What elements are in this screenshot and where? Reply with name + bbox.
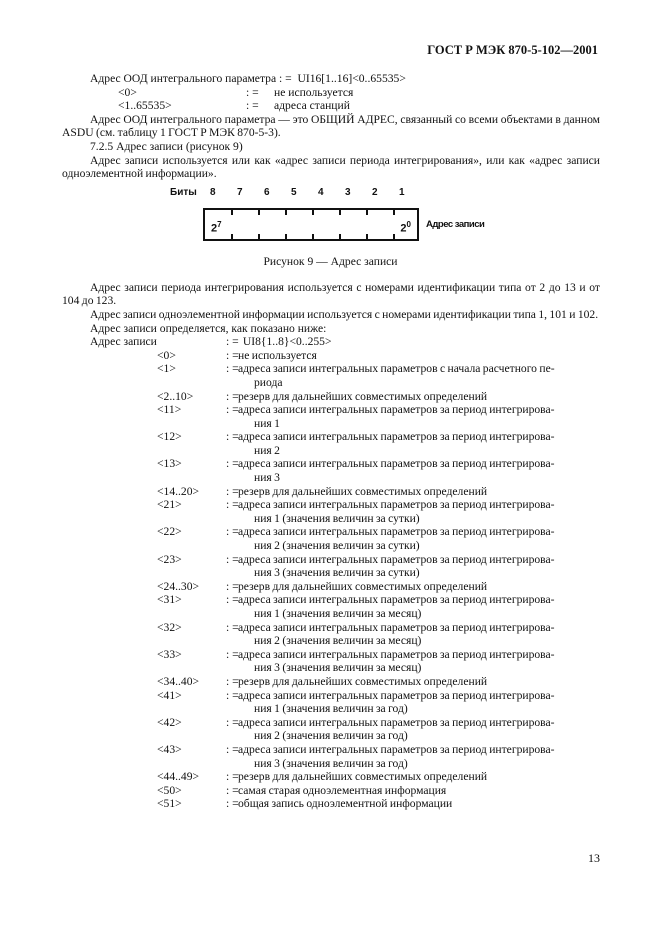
- bit-divider-tick: [285, 210, 287, 215]
- def-value: не используется: [238, 348, 317, 362]
- def-operator: : =: [226, 579, 239, 593]
- def-key: <31>: [157, 593, 182, 607]
- definition-row: [62, 689, 622, 703]
- msb-weight: $2^7$: [211, 219, 222, 235]
- def-key: <24..30>: [157, 579, 200, 593]
- bit-number: 1: [399, 186, 405, 198]
- def-value-continuation: ния 2 (значения величин за год): [254, 729, 408, 743]
- definitions-list: [62, 349, 622, 811]
- def-operator: : =: [226, 742, 239, 756]
- bit-divider-tick: [231, 210, 233, 215]
- def-operator: : =: [226, 783, 239, 797]
- def-value: адреса записи интегральных параметров за период интегрирова-: [238, 457, 555, 471]
- def-value: адреса записи интегральных параметров за период интегрирова-: [238, 593, 555, 607]
- def-key: <33>: [157, 647, 182, 661]
- def-operator: : =: [226, 715, 239, 729]
- definition-row: [62, 430, 622, 444]
- def-value: адреса записи интегральных параметров за период интегрирова-: [238, 715, 555, 729]
- def-key: <22>: [157, 525, 182, 539]
- def-key: <51>: [157, 797, 182, 811]
- definition-row: [62, 566, 622, 580]
- def-operator: : =: [226, 688, 239, 702]
- definition-row: [62, 716, 622, 730]
- def-value: UI8{1..8}<0..255>: [242, 335, 332, 349]
- definition-row: [62, 471, 622, 485]
- def-key: <2..10>: [157, 389, 194, 403]
- definition-row: [62, 580, 622, 594]
- bit-divider-tick: [258, 210, 260, 215]
- def-key: <21>: [157, 498, 182, 512]
- definition-row: [62, 797, 622, 811]
- definition-row: [62, 757, 622, 771]
- def-value-continuation: ния 3 (значения величин за год): [254, 756, 408, 770]
- def-value-continuation: ния 1 (значения величин за сутки): [254, 511, 420, 525]
- def-operator: : =: [226, 770, 239, 784]
- definition-row: [62, 485, 622, 499]
- definition-row: [62, 634, 622, 648]
- def-operator: : =: [226, 620, 239, 634]
- def-key: <13>: [157, 457, 182, 471]
- definition-row: [62, 784, 622, 798]
- definition-row: [62, 376, 622, 390]
- paragraph: Адрес записи определяется, как показано ниже:: [90, 321, 327, 335]
- definition-row: [62, 362, 622, 376]
- def-operator: : =: [226, 674, 239, 688]
- def-value-continuation: ния 1: [254, 416, 280, 430]
- def-value: адреса записи интегральных параметров за период интегрирова-: [238, 742, 555, 756]
- bit-divider-tick: [339, 210, 341, 215]
- bit-divider-tick: [366, 210, 368, 215]
- def-key: <50>: [157, 783, 182, 797]
- definition-line: [62, 335, 600, 349]
- bit-divider-tick: [366, 234, 368, 239]
- def-label: Адрес ООД интегрального параметра: [90, 72, 277, 85]
- definition-row: [62, 593, 622, 607]
- def-value: общая запись одноэлементной информации: [238, 797, 453, 811]
- def-key: <32>: [157, 620, 182, 634]
- definition-row: [62, 99, 600, 113]
- def-value-continuation: ния 2 (значения величин за месяц): [254, 634, 422, 648]
- bit-divider-tick: [339, 234, 341, 239]
- definition-row: [62, 539, 622, 553]
- def-value-continuation: риода: [254, 375, 283, 389]
- def-value: UI16[1..16]<0..65535>: [297, 72, 406, 85]
- bits-label: Биты: [170, 186, 197, 198]
- def-operator: : =: [226, 403, 239, 417]
- def-value: самая старая одноэлементная информация: [238, 783, 447, 797]
- def-value: адреса записи интегральных параметров за период интегрирова-: [238, 430, 555, 444]
- def-value-continuation: ния 2: [254, 443, 280, 457]
- intro-section: [62, 72, 600, 181]
- def-value: адреса записи интегральных параметров с начала расчетного пе-: [238, 362, 555, 376]
- def-value-continuation: ния 1 (значения величин за месяц): [254, 607, 422, 620]
- figure-9: [170, 187, 510, 249]
- def-operator: : =: [226, 348, 239, 362]
- def-value: адреса записи интегральных параметров за период интегрирова-: [238, 552, 555, 566]
- bit-number: 3: [345, 186, 351, 198]
- def-value: адреса станций: [274, 99, 350, 113]
- def-key: <1..65535>: [118, 99, 172, 113]
- def-operator: : =: [246, 85, 259, 99]
- def-key: <0>: [118, 85, 137, 99]
- def-value: резерв для дальнейших совместимых определений: [238, 579, 488, 593]
- def-label: Адрес записи: [90, 335, 157, 349]
- def-key: <41>: [157, 688, 182, 702]
- bit-divider-tick: [312, 234, 314, 239]
- bit-divider-tick: [312, 210, 314, 215]
- bit-number: 7: [237, 186, 243, 198]
- def-key: <0>: [157, 348, 176, 362]
- def-value-continuation: ния 2 (значения величин за сутки): [254, 539, 420, 553]
- def-operator: : =: [226, 797, 239, 811]
- definition-row: [62, 770, 622, 784]
- def-key: <42>: [157, 715, 182, 729]
- def-key: <14..20>: [157, 484, 200, 498]
- paragraph: Адрес ООД интегрального параметра — это ОБЩИЙ АДРЕС, связанный со всеми объектами в данном ASDU (см. таблицу 1 ГОСТ Р МЭК 870-5-3).: [62, 112, 600, 140]
- def-operator: : =: [226, 484, 239, 498]
- def-value: адреса записи интегральных параметров за период интегрирова-: [238, 688, 555, 702]
- def-operator: : =: [226, 362, 239, 376]
- figure-caption: Рисунок 9 — Адрес записи: [263, 254, 398, 268]
- bit-divider-tick: [285, 234, 287, 239]
- definition-row: [62, 498, 622, 512]
- def-value-continuation: ния 3 (значения величин за сутки): [254, 566, 420, 580]
- def-value: резерв для дальнейших совместимых определений: [238, 389, 488, 403]
- def-operator: : =: [226, 552, 239, 566]
- bit-number: 6: [264, 186, 270, 198]
- definition-row: [62, 607, 622, 621]
- def-operator: : =: [226, 525, 239, 539]
- def-value: адреса записи интегральных параметров за период интегрирова-: [238, 498, 555, 512]
- def-value: адреса записи интегральных параметров за период интегрирова-: [238, 647, 555, 661]
- section-heading: 7.2.5 Адрес записи (рисунок 9): [90, 139, 243, 153]
- def-value-continuation: ния 3: [254, 471, 280, 485]
- definition-row: [62, 403, 622, 417]
- def-operator: : =: [226, 498, 239, 512]
- field-label: Адрес записи: [426, 218, 485, 230]
- def-operator: : =: [226, 593, 239, 607]
- bit-divider-tick: [393, 210, 395, 215]
- def-value-continuation: ния 3 (значения величин за месяц): [254, 661, 422, 675]
- bit-number: 2: [372, 186, 378, 198]
- definition-row: [62, 702, 622, 716]
- record-address-field: [203, 208, 419, 241]
- body-section: [62, 281, 600, 349]
- def-operator: : =: [226, 389, 239, 403]
- def-key: <12>: [157, 430, 182, 444]
- def-value: резерв для дальнейших совместимых определений: [238, 484, 488, 498]
- definition-row: [62, 729, 622, 743]
- def-operator: : =: [226, 647, 239, 661]
- def-operator: : =: [226, 335, 239, 349]
- def-value: адреса записи интегральных параметров за период интегрирова-: [238, 525, 555, 539]
- definition-row: [62, 621, 622, 635]
- def-value: адреса записи интегральных параметров за период интегрирова-: [238, 620, 555, 634]
- definition-row: [62, 661, 622, 675]
- definition-row: [62, 525, 622, 539]
- def-key: <34..40>: [157, 674, 200, 688]
- definition-row: [62, 553, 622, 567]
- definition-row: [62, 512, 622, 526]
- def-key: <11>: [157, 403, 182, 417]
- def-key: <23>: [157, 552, 182, 566]
- bit-divider-tick: [393, 234, 395, 239]
- paragraph: Адрес записи одноэлементной информации используется с номерами идентификации типа 1, 101 и 102.: [90, 307, 599, 321]
- def-operator: : =: [279, 72, 292, 85]
- definition-row: [62, 675, 622, 689]
- definition-row: [62, 457, 622, 471]
- paragraph: Адрес записи периода интегрирования используется с номерами идентификации типа от 2 до 13 и от 104 до 123.: [62, 280, 600, 308]
- def-key: <1>: [157, 362, 176, 376]
- definition-line: [62, 72, 600, 86]
- bit-divider-tick: [231, 234, 233, 239]
- def-value-continuation: ния 1 (значения величин за год): [254, 702, 408, 716]
- document-header: ГОСТ Р МЭК 870-5-102—2001: [427, 43, 598, 57]
- def-value: адреса записи интегральных параметров за период интегрирова-: [238, 403, 555, 417]
- lsb-weight: $2^0$: [400, 219, 411, 235]
- page-number: 13: [588, 850, 600, 865]
- def-operator: : =: [246, 99, 259, 113]
- def-key: <44..49>: [157, 770, 200, 784]
- bit-number: 5: [291, 186, 297, 198]
- paragraph: Адрес записи используется или как «адрес записи периода интегрирования», или как «адрес записи одноэлементной информации».: [62, 153, 600, 181]
- definition-row: [62, 743, 622, 757]
- bit-number: 8: [210, 186, 216, 198]
- definition-row: [62, 417, 622, 431]
- definition-row: [62, 86, 600, 100]
- def-value: резерв для дальнейших совместимых определений: [238, 770, 488, 784]
- definition-row: [62, 444, 622, 458]
- def-value: не используется: [274, 85, 354, 99]
- definition-row: [62, 648, 622, 662]
- definition-row: [62, 390, 622, 404]
- definition-row: [62, 349, 622, 363]
- def-value: резерв для дальнейших совместимых определений: [238, 674, 488, 688]
- def-key: <43>: [157, 742, 182, 756]
- def-operator: : =: [226, 457, 239, 471]
- bit-divider-tick: [258, 234, 260, 239]
- def-operator: : =: [226, 430, 239, 444]
- bit-number: 4: [318, 186, 324, 198]
